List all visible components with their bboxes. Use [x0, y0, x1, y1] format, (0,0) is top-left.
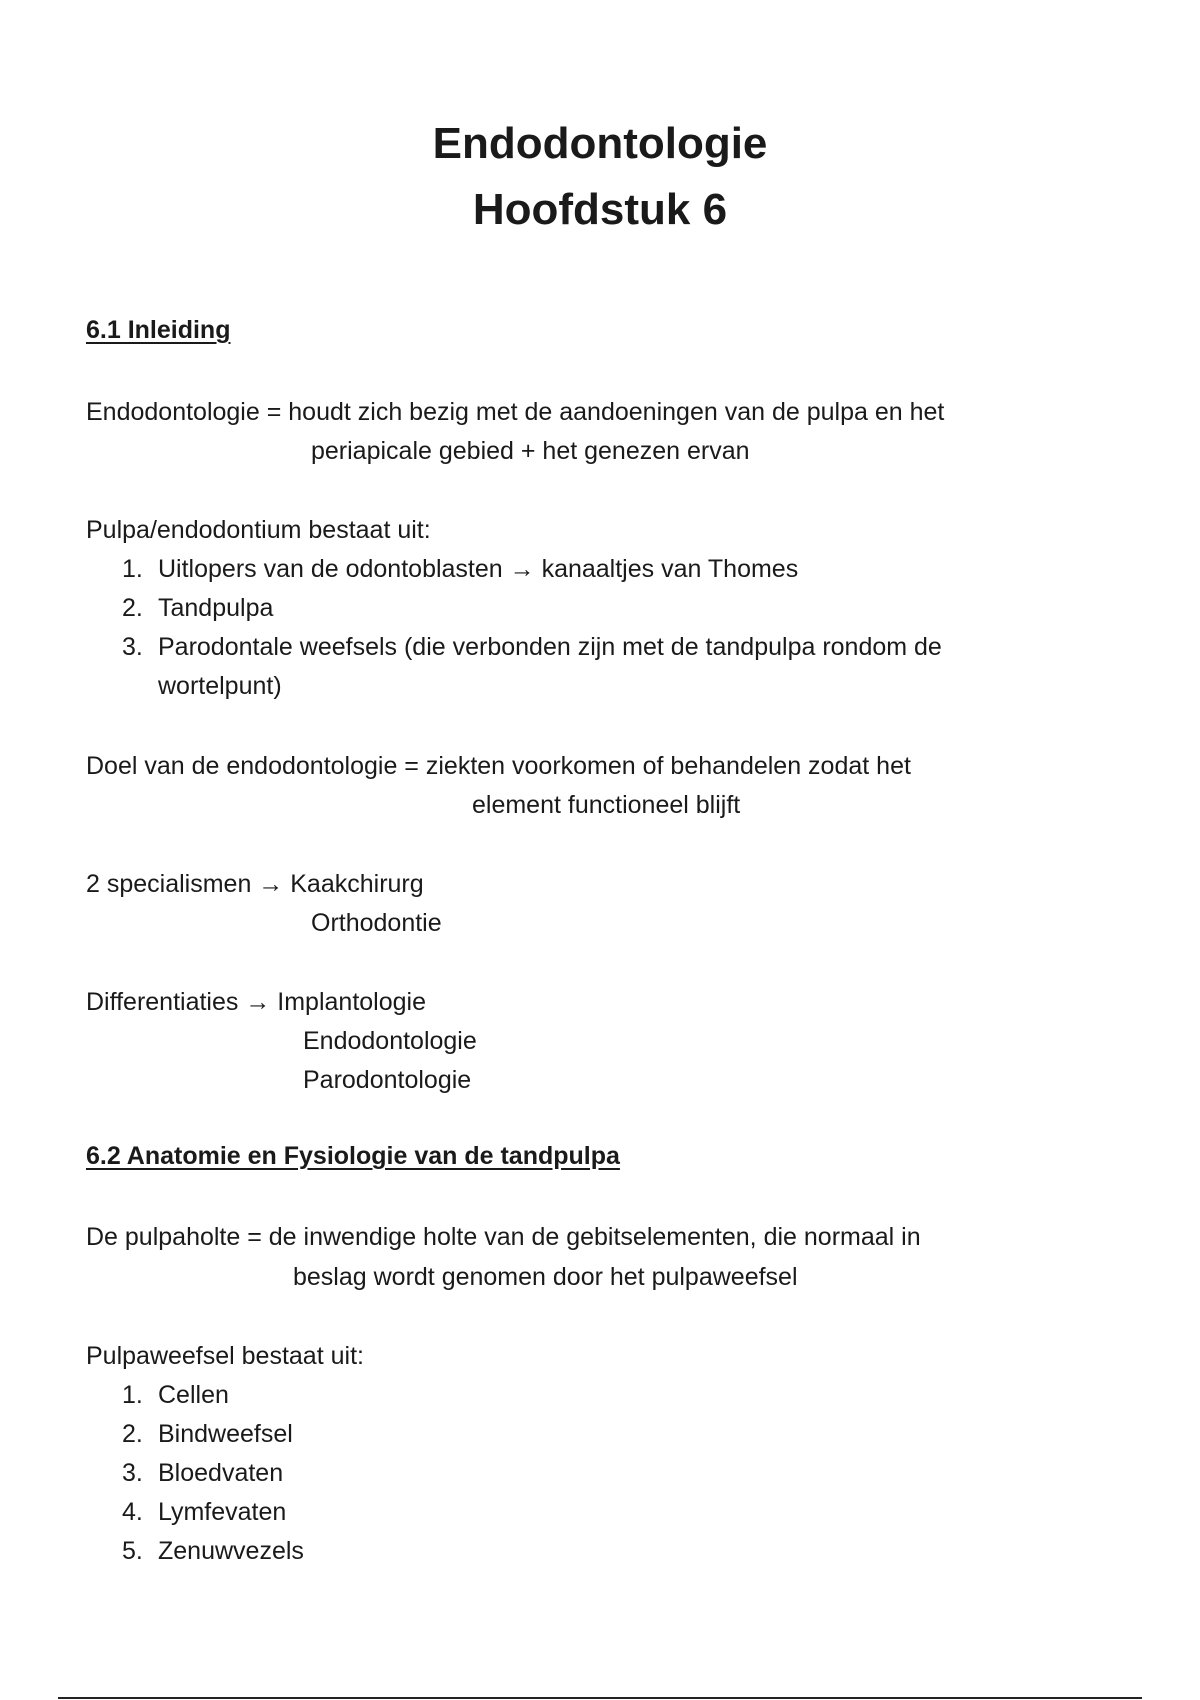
pulpaholte-line-2: beslag wordt genomen door het pulpaweefsel — [293, 1263, 798, 1291]
definition-line-2: periapicale gebied + het genezen ervan — [311, 437, 750, 465]
specialismen-line-1: 2 specialismen → Kaakchirurg — [86, 870, 424, 898]
list-item: Tandpulpa — [158, 594, 274, 622]
differentiaties-line-1: Differentiaties → Implantologie — [86, 988, 426, 1016]
list-number: 4. — [122, 1498, 143, 1526]
page-bottom-divider — [58, 1697, 1142, 1699]
document-title: Endodontologie — [432, 119, 768, 168]
list-item: Uitlopers van de odontoblasten → kanaaltjes van Thomes — [158, 555, 799, 583]
list-number: 5. — [122, 1537, 143, 1565]
list-number: 2. — [122, 1420, 143, 1448]
weefsel-intro: Pulpaweefsel bestaat uit: — [86, 1342, 364, 1370]
section-heading-inleiding: 6.1 Inleiding — [86, 316, 231, 344]
list-number: 3. — [122, 633, 143, 661]
list-number: 1. — [122, 1381, 143, 1409]
list-item-continuation: wortelpunt) — [158, 672, 282, 700]
list-number: 1. — [122, 555, 143, 583]
specialismen-line-2: Orthodontie — [311, 909, 442, 937]
differentiaties-line-3: Parodontologie — [303, 1066, 472, 1094]
doel-line-1: Doel van de endodontologie = ziekten voorkomen of behandelen zodat het — [86, 752, 911, 780]
section-heading-anatomie: 6.2 Anatomie en Fysiologie van de tandpulpa — [86, 1142, 620, 1170]
list-item: Cellen — [158, 1381, 229, 1409]
differentiaties-line-2: Endodontologie — [303, 1027, 477, 1055]
pulpaholte-line-1: De pulpaholte = de inwendige holte van de gebitselementen, die normaal in — [86, 1223, 921, 1251]
list-item: Zenuwvezels — [158, 1537, 304, 1565]
list-item: Lymfevaten — [158, 1498, 287, 1526]
pulpa-intro: Pulpa/endodontium bestaat uit: — [86, 516, 431, 544]
list-item: Bloedvaten — [158, 1459, 284, 1487]
list-item: Bindweefsel — [158, 1420, 293, 1448]
list-number: 2. — [122, 594, 143, 622]
doel-line-2: element functioneel blijft — [472, 791, 741, 819]
list-item: Parodontale weefsels (die verbonden zijn met de tandpulpa rondom de — [158, 633, 942, 661]
definition-line-1: Endodontologie = houdt zich bezig met de aandoeningen van de pulpa en het — [86, 398, 945, 426]
document-subtitle: Hoofdstuk 6 — [472, 185, 728, 234]
list-number: 3. — [122, 1459, 143, 1487]
